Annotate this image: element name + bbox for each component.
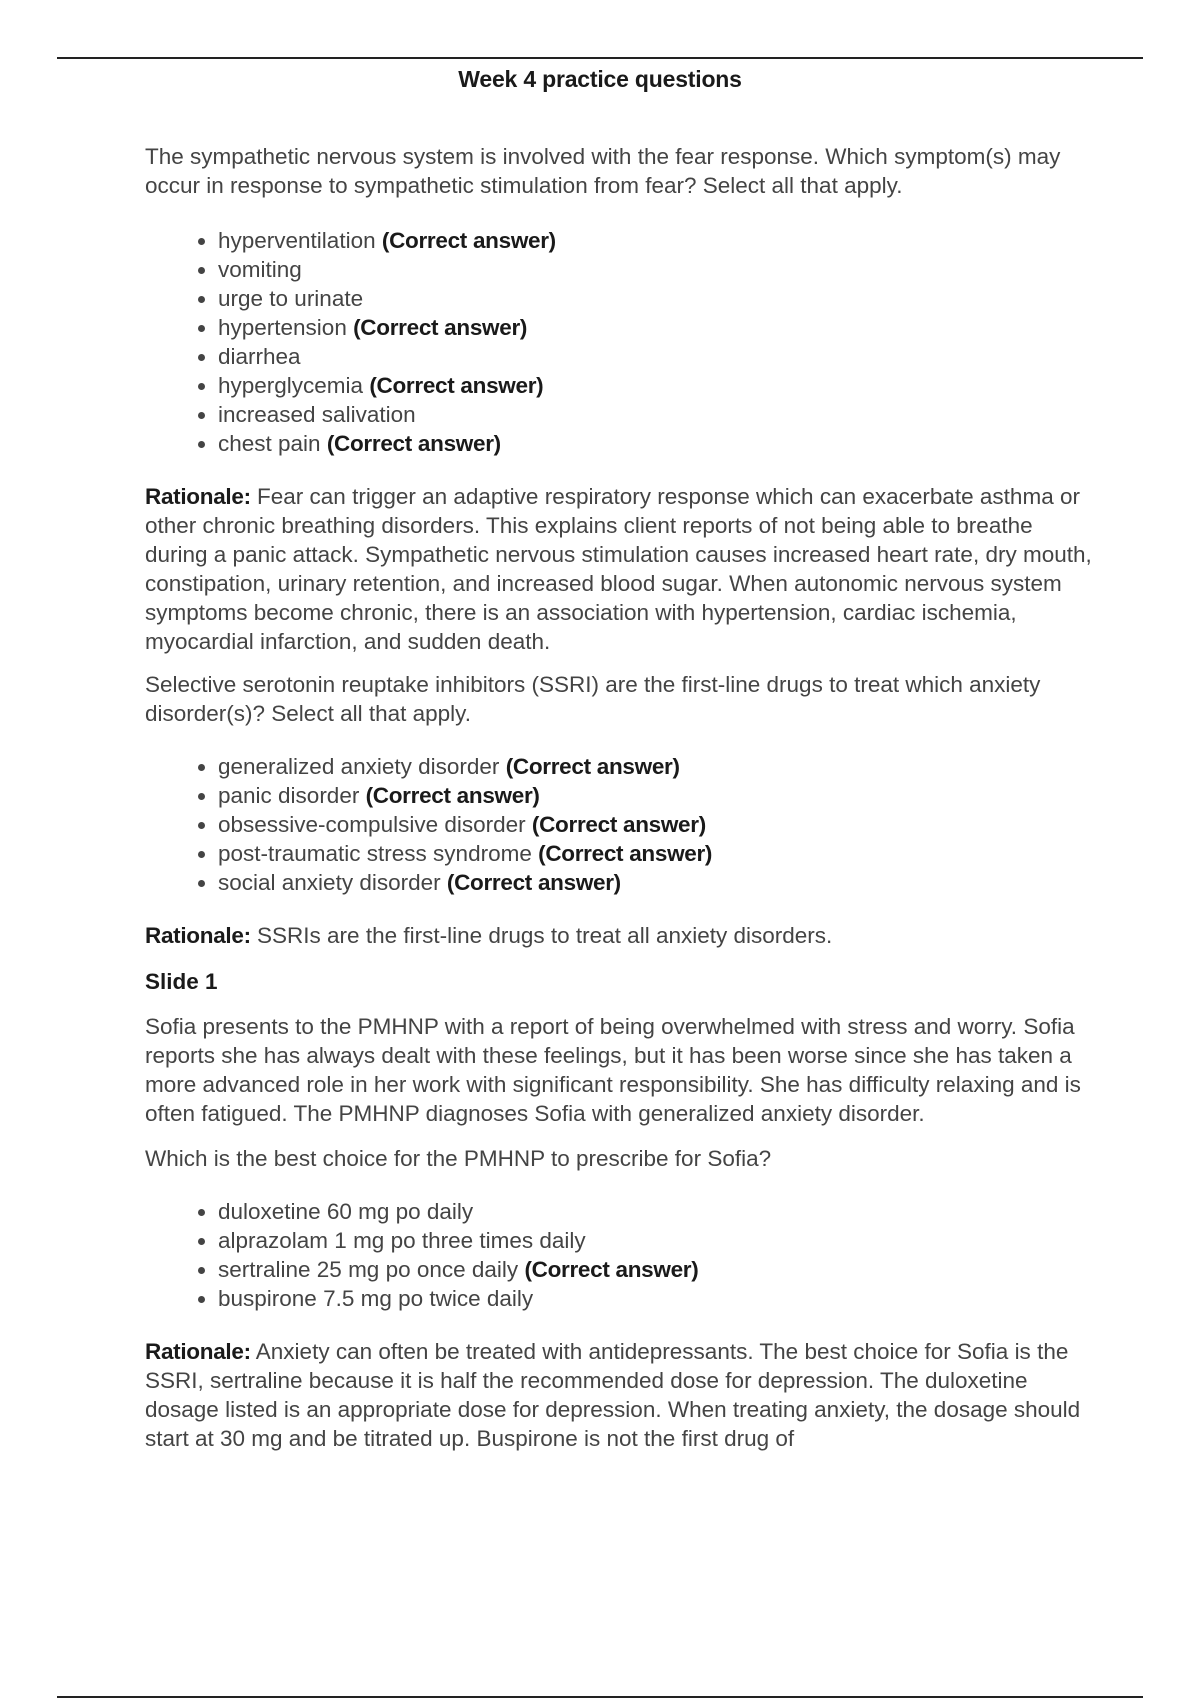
option-text: hypertension xyxy=(218,315,347,340)
option-text: sertraline 25 mg po once daily xyxy=(218,1257,519,1282)
option-item xyxy=(218,752,1095,781)
option-item xyxy=(218,1226,1095,1255)
option-text: increased salivation xyxy=(218,402,416,427)
option-text: generalized anxiety disorder xyxy=(218,754,500,779)
rationale-2 xyxy=(145,921,1095,950)
rationale-3 xyxy=(145,1337,1095,1453)
question-3-options xyxy=(145,1197,1095,1313)
option-item xyxy=(218,1197,1095,1226)
correct-answer-marker: (Correct answer) xyxy=(369,373,544,398)
top-rule xyxy=(57,57,1143,59)
option-text: duloxetine 60 mg po daily xyxy=(218,1199,474,1224)
option-text: post-traumatic stress syndrome xyxy=(218,841,532,866)
correct-answer-marker: (Correct answer) xyxy=(446,870,621,895)
rationale-label: Rationale: xyxy=(145,923,251,948)
rationale-text: Anxiety can often be treated with antidepressants. The best choice for Sofia is the SSRI, sertraline because it is half the recommended dose for depression. The duloxetine dosage listed is an appropriate dose for depression. When treating anxiety, the dosage should start at 30 mg and be titrated up. Buspirone is not the first drug of xyxy=(145,1339,1081,1451)
bottom-rule xyxy=(57,1696,1143,1698)
correct-answer-marker: (Correct answer) xyxy=(524,1257,699,1282)
correct-answer-marker: (Correct answer) xyxy=(326,431,501,456)
rationale-label: Rationale: xyxy=(145,1339,251,1364)
option-text: urge to urinate xyxy=(218,286,364,311)
option-item xyxy=(218,284,1095,313)
question-3-text: Which is the best choice for the PMHNP to prescribe for Sofia? xyxy=(145,1146,772,1171)
option-item xyxy=(218,1284,1095,1313)
option-text: hyperglycemia xyxy=(218,373,364,398)
question-1-options xyxy=(145,226,1095,458)
option-item xyxy=(218,226,1095,255)
option-text: social anxiety disorder xyxy=(218,870,441,895)
correct-answer-marker: (Correct answer) xyxy=(505,754,680,779)
option-text: panic disorder xyxy=(218,783,360,808)
option-item xyxy=(218,1255,1095,1284)
correct-answer-marker: (Correct answer) xyxy=(365,783,540,808)
rationale-label: Rationale: xyxy=(145,484,251,509)
option-text: obsessive-compulsive disorder xyxy=(218,812,526,837)
scenario-text: Sofia presents to the PMHNP with a report of being overwhelmed with stress and worry. Sofia reports she has always dealt with these feelings, but it has been worse since she has taken a more advanced role in her work with significant responsibility. She has difficulty relaxing and is often fatigued. The PMHNP diagnoses Sofia with generalized anxiety disorder. xyxy=(145,1014,1081,1126)
option-item xyxy=(218,868,1095,897)
option-item xyxy=(218,810,1095,839)
option-item xyxy=(218,429,1095,458)
option-text: diarrhea xyxy=(218,344,301,369)
option-item xyxy=(218,781,1095,810)
rationale-1 xyxy=(145,482,1095,656)
correct-answer-marker: (Correct answer) xyxy=(353,315,528,340)
option-item xyxy=(218,255,1095,284)
question-2-options xyxy=(145,752,1095,897)
document-body xyxy=(145,142,1095,1453)
slide-heading: Slide 1 xyxy=(145,969,218,994)
page-title: Week 4 practice questions xyxy=(458,66,742,92)
option-item xyxy=(218,342,1095,371)
question-1-text: The sympathetic nervous system is involved with the fear response. Which symptom(s) may occur in response to sympathetic stimulation from fear? Select all that apply. xyxy=(145,144,1061,198)
option-text: alprazolam 1 mg po three times daily xyxy=(218,1228,586,1253)
correct-answer-marker: (Correct answer) xyxy=(531,812,706,837)
question-2-text: Selective serotonin reuptake inhibitors (SSRI) are the first-line drugs to treat which anxiety disorder(s)? Select all that apply. xyxy=(145,672,1041,726)
option-text: chest pain xyxy=(218,431,321,456)
option-item xyxy=(218,839,1095,868)
option-item xyxy=(218,400,1095,429)
correct-answer-marker: (Correct answer) xyxy=(538,841,713,866)
correct-answer-marker: (Correct answer) xyxy=(381,228,556,253)
rationale-text: SSRIs are the first-line drugs to treat all anxiety disorders. xyxy=(257,923,833,948)
rationale-text: Fear can trigger an adaptive respiratory response which can exacerbate asthma or other chronic breathing disorders. This explains client reports of not being able to breathe during a panic attack. Sympathetic nervous stimulation causes increased heart rate, dry mouth, constipation, urinary retention, and increased blood sugar. When autonomic nervous system symptoms become chronic, there is an association with hypertension, cardiac ischemia, myocardial infarction, and sudden death. xyxy=(145,484,1092,654)
option-text: vomiting xyxy=(218,257,302,282)
option-item xyxy=(218,371,1095,400)
option-text: hyperventilation xyxy=(218,228,376,253)
option-item xyxy=(218,313,1095,342)
option-text: buspirone 7.5 mg po twice daily xyxy=(218,1286,534,1311)
